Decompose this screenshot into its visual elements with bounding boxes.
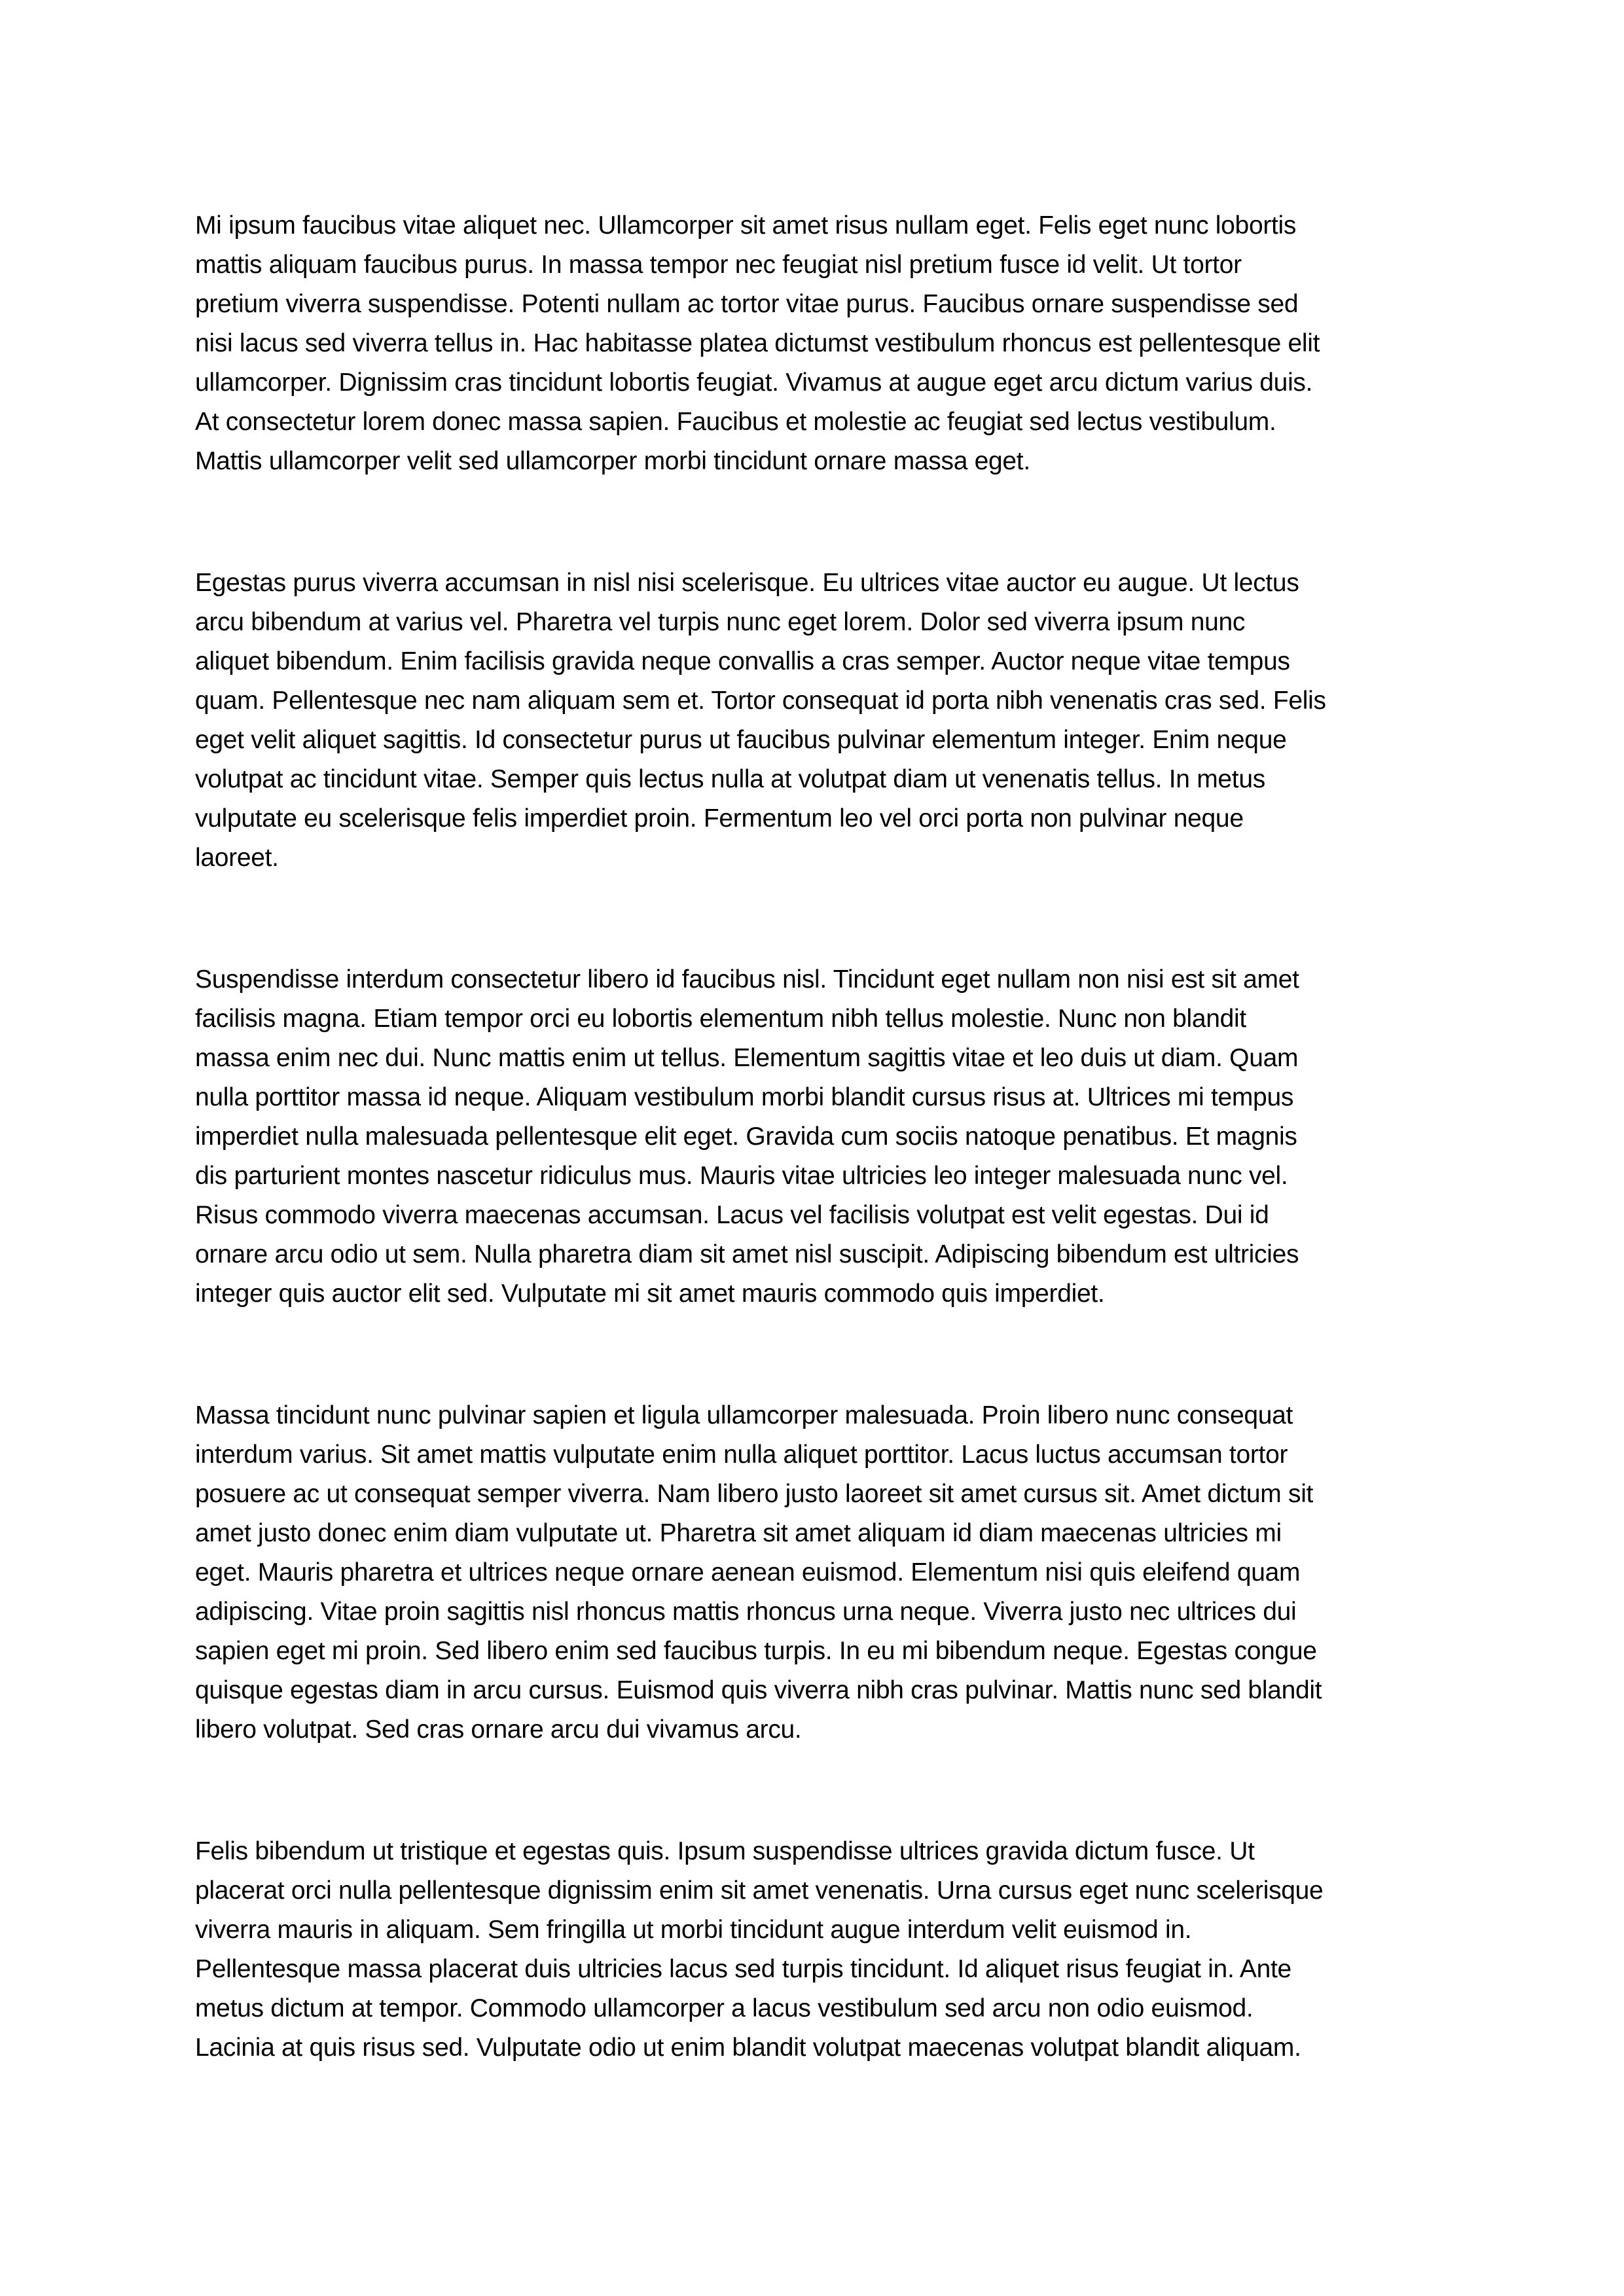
- text-line: Pellentesque massa placerat duis ultricies lacus sed turpis tincidunt. Id aliquet risus feugiat in. Ante: [195, 1955, 1291, 1983]
- text-line: adipiscing. Vitae proin sagittis nisl rhoncus mattis rhoncus urna neque. Viverra justo nec ultrices dui: [195, 1598, 1297, 1626]
- text-line: Lacinia at quis risus sed. Vulputate odio ut enim blandit volutpat maecenas volutpat blandit aliquam.: [195, 2034, 1301, 2062]
- paragraph: [195, 1396, 1452, 1749]
- text-line: aliquet bibendum. Enim facilisis gravida neque convallis a cras semper. Auctor neque vitae tempus: [195, 647, 1290, 675]
- text-line: placerat orci nulla pellentesque dignissim enim sit amet venenatis. Urna cursus eget nunc scelerisque: [195, 1876, 1324, 1905]
- text-line: eget velit aliquet sagittis. Id consectetur purus ut faucibus pulvinar elementum integer. Enim neque: [195, 726, 1287, 754]
- text-line: quisque egestas diam in arcu cursus. Euismod quis viverra nibh cras pulvinar. Mattis nunc sed blandit: [195, 1676, 1322, 1704]
- text-line: arcu bibendum at varius vel. Pharetra vel turpis nunc eget lorem. Dolor sed viverra ipsum nunc: [195, 608, 1246, 636]
- text-line: Massa tincidunt nunc pulvinar sapien et ligula ullamcorper malesuada. Proin libero nunc consequat: [195, 1401, 1293, 1429]
- text-line: metus dictum at tempor. Commodo ullamcorper a lacus vestibulum sed arcu non odio euismod.: [195, 1994, 1254, 2022]
- text-line: nulla porttitor massa id neque. Aliquam vestibulum morbi blandit cursus risus at. Ultrices mi tempus: [195, 1083, 1294, 1111]
- text-line: Mattis ullamcorper velit sed ullamcorper morbi tincidunt ornare massa eget.: [195, 447, 1030, 475]
- paragraph: [195, 960, 1452, 1314]
- text-line: pretium viverra suspendisse. Potenti nullam ac tortor vitae purus. Faucibus ornare suspendisse sed: [195, 290, 1299, 318]
- text-line: massa enim nec dui. Nunc mattis enim ut tellus. Elementum sagittis vitae et leo duis ut diam. Quam: [195, 1044, 1299, 1072]
- text-line: sapien eget mi proin. Sed libero enim sed faucibus turpis. In eu mi bibendum neque. Egestas congue: [195, 1637, 1317, 1665]
- text-line: amet justo donec enim diam vulputate ut. Pharetra sit amet aliquam id diam maecenas ultricies mi: [195, 1519, 1282, 1547]
- text-line: Mi ipsum faucibus vitae aliquet nec. Ullamcorper sit amet risus nullam eget. Felis eget nunc lobortis: [195, 211, 1297, 240]
- text-line: ornare arcu odio ut sem. Nulla pharetra diam sit amet nisl suscipit. Adipiscing bibendum est ultricies: [195, 1240, 1299, 1268]
- text-line: mattis aliquam faucibus purus. In massa tempor nec feugiat nisl pretium fusce id velit. Ut tortor: [195, 251, 1242, 279]
- text-line: quam. Pellentesque nec nam aliquam sem et. Tortor consequat id porta nibh venenatis cras sed. Felis: [195, 687, 1326, 715]
- text-line: eget. Mauris pharetra et ultrices neque ornare aenean euismod. Elementum nisi quis eleifend quam: [195, 1558, 1301, 1587]
- paragraph: [195, 564, 1452, 878]
- paragraph: [195, 1832, 1452, 2068]
- text-line: Suspendisse interdum consectetur libero id faucibus nisl. Tincidunt eget nullam non nisi est sit amet: [195, 965, 1299, 994]
- text-line: Risus commodo viverra maecenas accumsan. Lacus vel facilisis volutpat est velit egestas. Dui id: [195, 1201, 1269, 1229]
- text-line: dis parturient montes nascetur ridiculus mus. Mauris vitae ultricies leo integer malesuada nunc vel.: [195, 1162, 1288, 1190]
- document-body: [195, 206, 1452, 2068]
- text-line: viverra mauris in aliquam. Sem fringilla ut morbi tincidunt augue interdum velit euismod in.: [195, 1916, 1192, 1944]
- text-line: Felis bibendum ut tristique et egestas quis. Ipsum suspendisse ultrices gravida dictum fusce. Ut: [195, 1837, 1255, 1865]
- text-line: volutpat ac tincidunt vitae. Semper quis lectus nulla at volutpat diam ut venenatis tellus. In metus: [195, 765, 1265, 793]
- paragraph: [195, 206, 1452, 481]
- text-line: facilisis magna. Etiam tempor orci eu lobortis elementum nibh tellus molestie. Nunc non blandit: [195, 1005, 1246, 1033]
- text-line: imperdiet nulla malesuada pellentesque elit eget. Gravida cum sociis natoque penatibus. Et magnis: [195, 1122, 1297, 1151]
- text-line: At consectetur lorem donec massa sapien. Faucibus et molestie ac feugiat sed lectus vestibulum.: [195, 408, 1276, 436]
- paragraphs: [195, 206, 1452, 2068]
- text-line: Egestas purus viverra accumsan in nisl nisi scelerisque. Eu ultrices vitae auctor eu augue. Ut lectus: [195, 569, 1299, 597]
- text-line: posuere ac ut consequat semper viverra. Nam libero justo laoreet sit amet cursus sit. Amet dictum sit: [195, 1480, 1314, 1508]
- text-line: libero volutpat. Sed cras ornare arcu dui vivamus arcu.: [195, 1715, 802, 1744]
- text-line: nisi lacus sed viverra tellus in. Hac habitasse platea dictumst vestibulum rhoncus est pellentesque elit: [195, 329, 1320, 357]
- text-line: ullamcorper. Dignissim cras tincidunt lobortis feugiat. Vivamus at augue eget arcu dictum varius duis.: [195, 368, 1313, 397]
- text-line: vulputate eu scelerisque felis imperdiet proin. Fermentum leo vel orci porta non pulvinar neque: [195, 804, 1244, 833]
- text-line: laoreet.: [195, 844, 279, 872]
- text-line: integer quis auctor elit sed. Vulputate mi sit amet mauris commodo quis imperdiet.: [195, 1280, 1105, 1308]
- text-line: interdum varius. Sit amet mattis vulputate enim nulla aliquet porttitor. Lacus luctus accumsan tortor: [195, 1441, 1288, 1469]
